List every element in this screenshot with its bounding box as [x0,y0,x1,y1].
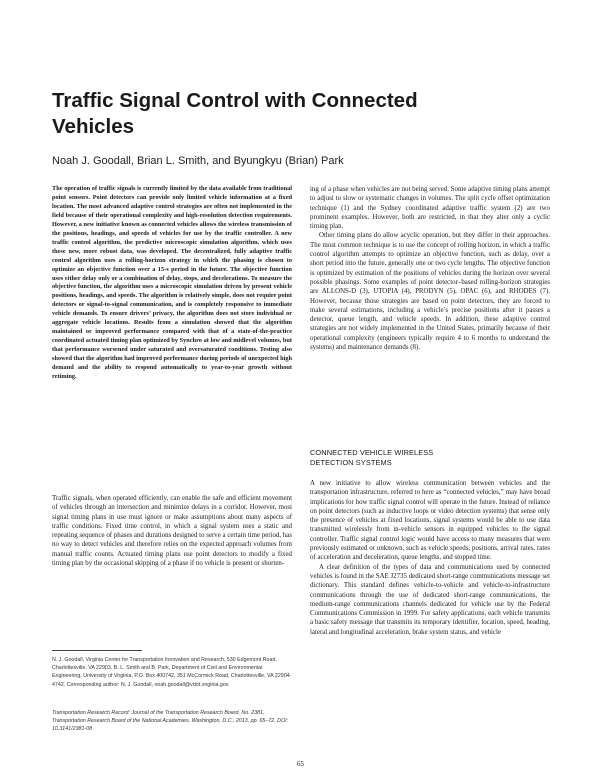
paragraph-adaptive-timing: ing of a phase when vehicles are not being served. Some adaptive timing plans attempt to adjust to slow or systematic changes in volumes. The split cycle offset optimization technique (1) and the Sydney coordinated adaptive traffic system (2) are two prominent examples. However, both are restricted, in that they alter only a cyclic timing plan. [310,186,550,231]
footnote-citation: Transportation Research Record: Journal of the Transportation Research Board, No. 2381, Transportation Research Board of the National Academies, Washington, D.C., 2013, pp. 65–72. DOI: 10.3141/2381-08 [52,710,289,733]
paper-title: Traffic Signal Control with Connected Vehicles [52,89,418,138]
abstract: The operation of traffic signals is currently limited by the data available from traditional point sensors. Point detectors can provide only limited vehicle information at a fixed location. The most advanced adaptive control strategies are often not implemented in the field because of their operational complexity and high-resolution detection requirements. However, a new initiative known as connected vehicles allows the wireless transmission of the positions, headings, and speeds of vehicles for use by the traffic controller. A new traffic control algorithm, the predictive microscopic simulation algorithm, which uses these new, more robust data, was developed. The decentralized, fully adaptive traffic control algorithm uses a rolling-horizon strategy in which the phasing is chosen to optimize an objective function over a 15-s period in the future. The objective function uses either delay only or a combination of delay, stops, and decelerations. To measure the objective function, the algorithm uses a microscopic simulation driven by present vehicle positions, headings, and speeds. The algorithm is relatively simple, does not require point detectors or signal-to-signal communication, and is completely responsive to immediate vehicle demands. To ensure drivers’ privacy, the algorithm does not store individual or aggregate vehicle locations. Results from a simulation showed that the algorithm maintained or improved performance compared with that of a state-of-the-practice coordinated actuated timing plan optimized by Synchro at low and midlevel volumes, but that performance worsened under saturated and oversaturated conditions. Testing also showed that the algorithm had improved performance during periods of unexpected high demand and the ability to respond automatically to year-to-year growth without retiming. [52,185,292,381]
section-heading-line-2: DETECTION SYSTEMS [310,458,392,467]
paragraph-sae-j2735: A clear definition of the types of data and communications used by connected vehicles is found in the SAE J2735 dedicated short-range communications message set dictionary. This standard defines vehicle-to-vehicle and vehicle-to-infrastructure communications through the use of dedicated short-range communications, the medium-range communications channels dedicated for vehicle use by the Federal Communications Commission in 1999. For safety applications, each vehicle transmits a basic safety message that transmits its temporary identifier, location, speed, heading, lateral and longitudinal acceleration, brake system status, and vehicle [310,563,550,636]
right-column-section [310,479,550,637]
section-heading [310,448,550,468]
footnote-divider [52,650,142,651]
section-heading-line-1: CONNECTED VEHICLE WIRELESS [310,448,434,457]
page-number: 65 [297,760,304,768]
intro-paragraph: Traffic signals, when operated efficiently, can enable the safe and efficient movement of vehicles through an intersection and minimize delays in a corridor. However, most signal timing plans in use must ignore or make assumptions about many aspects of traffic conditions. Fixed time control, in which a signal system uses a static and repeating sequence of phases and durations designed to serve a certain time period, has no way to detect vehicles and therefore relies on the expected approach volumes from manual traffic counts. Actuated timing plans use point detectors to modify a fixed timing plan by the occasional skipping of a phase if no vehicle is present or shorten- [52,495,292,568]
paragraph-rolling-horizon: Other timing plans do allow acyclic operation, but they differ in their approaches. The most common technique is to use the concept of rolling horizon, in which a traffic control algorithm attempts to optimize an objective function, such as delay, over a short period into the future, generally one or two cycle lengths. The objective function is optimized by estimation of the positions of vehicles during the horizon over several possible phasings. Some examples of point detector–based rolling-horizon strategies are ALLONS-D (3), UTOPIA (4), PRODYN (5), OPAC (6), and RHODES (7). However, because those strategies are based on point detectors, they are forced to make several estimations, including a vehicle’s precise positions after it passes a detector, queue length, and vehicle speeds. In addition, these adaptive control strategies are not widely implemented in the United States, primarily because of their operational complexity (engineers typically require 4 to 6 months to understand the systems) and maintenance demands (8). [310,232,550,352]
footnote-affiliation: N. J. Goodall, Virginia Center for Transportation Innovation and Research, 530 Edgemont Road, Charlottesville, VA 22903. B. L. Smith and B. Park, Department of Civil and Environmental Engineering, University of Virginia, P.O. Box 400742, 351 McCormick Road, Charlottesville, VA 22904-4742. Corresponding author: N. J. Goodall, noah.goodall@vdot.virginia.gov. [52,657,292,688]
left-column-body [52,494,292,568]
right-column-top [310,185,550,352]
paragraph-connected-vehicles: A new initiative to allow wireless communication between vehicles and the transportation infrastructure, referred to here as “connected vehicles,” may have broad implications for how traffic signal control will operate in the future. Instead of reliance on point detectors (such as inductive loops or video detection systems) that sense only the presence of vehicles at fixed locations, signal systems would be able to use data transmitted wirelessly from in-vehicle sensors in equipped vehicles to the signal controller. Traffic signal control logic would have access to many measures that were previously estimated or unknown, such as vehicle speeds, positions, arrival rates, rates of acceleration and deceleration, queue lengths, and stopped time. [310,480,550,562]
author-list: Noah J. Goodall, Brian L. Smith, and Byungkyu (Brian) Park [52,155,344,167]
